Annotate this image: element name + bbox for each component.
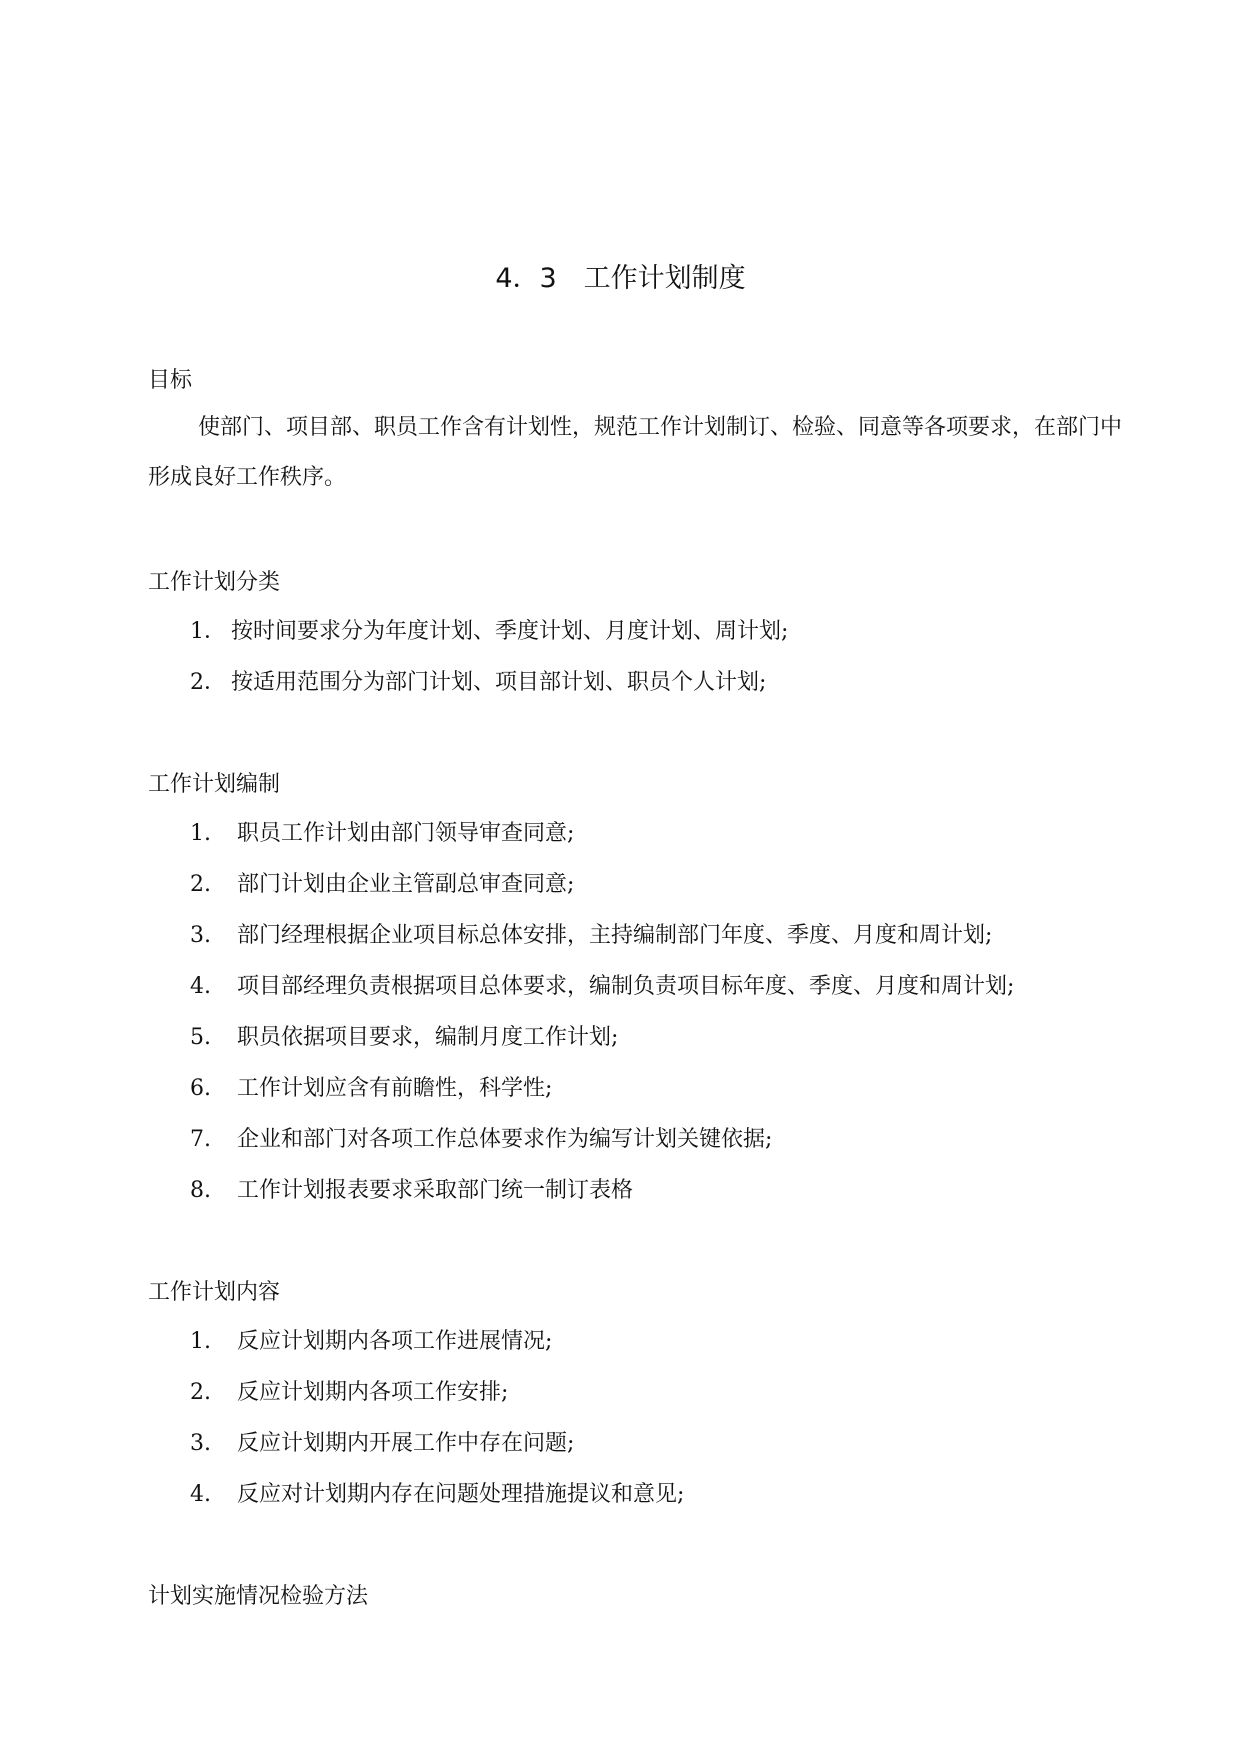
list-item-text: 职员工作计划由部门领导审查同意; — [237, 821, 575, 846]
list-item-number: 3. — [190, 1431, 211, 1456]
list-item-text: 项目部经理负责根据项目总体要求，编制负责项目标年度、季度、月度和周计划; — [237, 974, 1015, 999]
list-item-number: 4. — [190, 974, 211, 999]
page-title: 4．3 工作计划制度 — [495, 263, 746, 294]
list-item — [148, 961, 1138, 1012]
list-item-number: 2． — [190, 670, 226, 695]
list-item-text: 按适用范围分为部门计划、项目部计划、职员个人计划; — [231, 670, 767, 695]
list-item-text: 反应计划期内各项工作安排; — [237, 1380, 509, 1405]
list-item-number: 7. — [190, 1127, 211, 1152]
section-heading-goal: 目标 — [148, 368, 193, 393]
list-item-text: 职员依据项目要求，编制月度工作计划; — [237, 1025, 619, 1050]
list-item-text: 反应计划期内各项工作进展情况; — [237, 1329, 553, 1354]
list-item — [148, 606, 1138, 657]
list-item-number: 8. — [190, 1178, 211, 1203]
section-classification — [148, 568, 1138, 708]
list-item — [148, 1012, 1138, 1063]
list-item-number: 3. — [190, 923, 211, 948]
section-content — [148, 1278, 1138, 1520]
section-goal — [148, 366, 1138, 503]
list-item-text: 工作计划应含有前瞻性，科学性; — [237, 1076, 553, 1101]
list-item — [148, 1063, 1138, 1114]
list-item-number: 1. — [190, 1329, 211, 1354]
list-item — [148, 910, 1138, 961]
section-heading-compilation: 工作计划编制 — [148, 772, 281, 797]
goal-paragraph: 使部门、项目部、职员工作含有计划性，规范工作计划制订、检验、同意等各项要求，在部门中形成良好工作秩序。 — [148, 415, 1123, 490]
list-item-text: 部门计划由企业主管副总审查同意; — [237, 872, 575, 897]
section-heading-inspection: 计划实施情况检验方法 — [148, 1584, 369, 1609]
list-item — [148, 657, 1138, 708]
list-item-number: 1. — [190, 821, 211, 846]
section-heading-content: 工作计划内容 — [148, 1280, 281, 1305]
list-item — [148, 1114, 1138, 1165]
list-item-number: 5. — [190, 1025, 211, 1050]
list-item — [148, 1316, 1138, 1367]
list-item-number: 1． — [190, 619, 226, 644]
list-item-text: 反应对计划期内存在问题处理措施提议和意见; — [237, 1482, 685, 1507]
classification-list — [148, 606, 1138, 708]
list-item-number: 2. — [190, 1380, 211, 1405]
list-item-number: 2. — [190, 872, 211, 897]
list-item-number: 6. — [190, 1076, 211, 1101]
list-item — [148, 808, 1138, 859]
list-item-text: 按时间要求分为年度计划、季度计划、月度计划、周计划; — [231, 619, 789, 644]
list-item — [148, 1165, 1138, 1216]
list-item — [148, 859, 1138, 910]
list-item-text: 工作计划报表要求采取部门统一制订表格 — [237, 1178, 634, 1203]
section-heading-classification: 工作计划分类 — [148, 570, 281, 595]
list-item — [148, 1367, 1138, 1418]
list-item-text: 反应计划期内开展工作中存在问题; — [237, 1431, 575, 1456]
content-list — [148, 1316, 1138, 1520]
section-compilation — [148, 770, 1138, 1216]
section-inspection — [148, 1582, 1138, 1612]
compilation-list — [148, 808, 1138, 1216]
list-item — [148, 1418, 1138, 1469]
list-item — [148, 1469, 1138, 1520]
list-item-number: 4. — [190, 1482, 211, 1507]
list-item-text: 企业和部门对各项工作总体要求作为编写计划关键依据; — [237, 1127, 773, 1152]
list-item-text: 部门经理根据企业项目标总体安排，主持编制部门年度、季度、月度和周计划; — [237, 923, 993, 948]
